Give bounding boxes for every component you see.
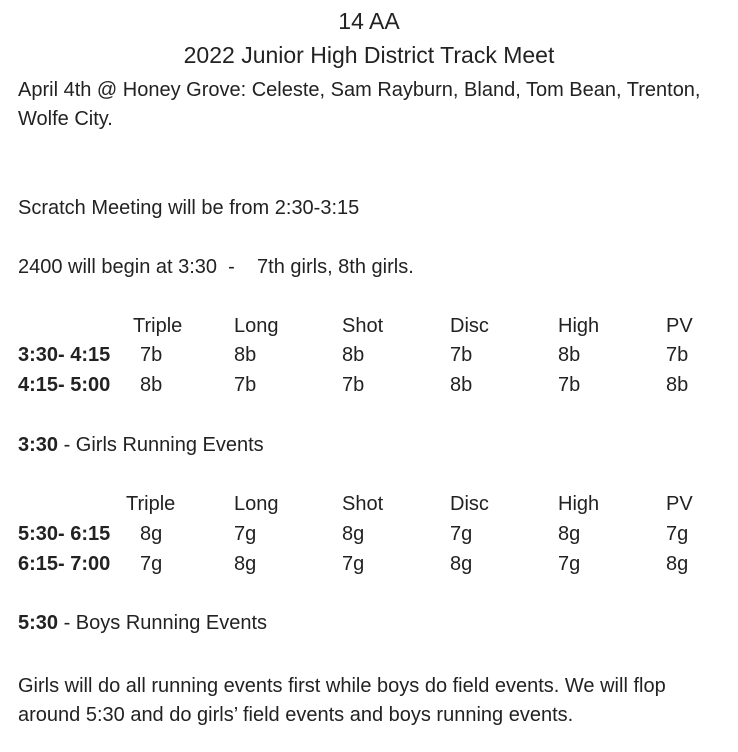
intro-text: April 4th @ Honey Grove: Celeste, Sam Rayburn, Bland, Tom Bean, Trenton, Wolfe City. xyxy=(18,79,701,130)
table-cell: 8b xyxy=(234,344,257,366)
title-line-2: 2022 Junior High District Track Meet xyxy=(183,42,555,68)
table-cell: 8g xyxy=(234,553,257,575)
table-cell: 7g xyxy=(450,523,473,545)
table-cell: 7g xyxy=(558,553,581,575)
col-header-disc: Disc xyxy=(450,315,489,337)
table-cell: 8b xyxy=(342,344,365,366)
col-header-triple: Triple xyxy=(126,493,176,515)
boys-running-time: 5:30 xyxy=(18,612,59,634)
table-cell: 7b xyxy=(342,374,365,396)
col-header-pv: PV xyxy=(666,315,693,337)
col-header-shot: Shot xyxy=(342,493,384,515)
row-time: 3:30- 4:15 xyxy=(18,344,111,366)
col-header-disc: Disc xyxy=(450,493,489,515)
row-time: 6:15- 7:00 xyxy=(18,553,111,575)
scratch-meeting-text: Scratch Meeting will be from 2:30-3:15 xyxy=(18,197,360,219)
table-cell: 8b xyxy=(140,374,163,396)
table-cell: 8b xyxy=(666,374,689,396)
table-cell: 7b xyxy=(558,374,581,396)
footer-note: Girls will do all running events first while boys do field events. We will flop around 5:30 and do girls’ field events and boys running events. xyxy=(18,675,666,726)
table-cell: 7b xyxy=(140,344,163,366)
table-cell: 7b xyxy=(450,344,473,366)
girls-running-events-line xyxy=(18,434,264,457)
table-cell: 8b xyxy=(450,374,473,396)
boys-running-events-line xyxy=(18,612,267,635)
table-cell: 7b xyxy=(666,344,689,366)
col-header-high: High xyxy=(558,493,600,515)
table-cell: 7g xyxy=(342,553,365,575)
table-cell: 8b xyxy=(558,344,581,366)
row-time: 4:15- 5:00 xyxy=(18,374,111,396)
table-cell: 8g xyxy=(342,523,365,545)
table-cell: 7b xyxy=(234,374,257,396)
col-header-long: Long xyxy=(234,493,279,515)
table-cell: 8g xyxy=(450,553,473,575)
girls-running-time: 3:30 xyxy=(18,434,59,456)
start-2400-text: 2400 will begin at 3:30 - 7th girls, 8th girls. xyxy=(18,256,414,278)
col-header-triple: Triple xyxy=(133,315,183,337)
title-line-1: 14 AA xyxy=(338,8,400,34)
girls-running-label: - Girls Running Events xyxy=(58,434,264,456)
row-time: 5:30- 6:15 xyxy=(18,523,111,545)
table-cell: 8g xyxy=(666,553,689,575)
col-header-high: High xyxy=(558,315,600,337)
table-cell: 7g xyxy=(140,553,163,575)
table-cell: 7g xyxy=(666,523,689,545)
table-cell: 8g xyxy=(140,523,163,545)
col-header-long: Long xyxy=(234,315,279,337)
table-cell: 8g xyxy=(558,523,581,545)
boys-running-label: - Boys Running Events xyxy=(58,612,268,634)
col-header-pv: PV xyxy=(666,493,693,515)
table-cell: 7g xyxy=(234,523,257,545)
col-header-shot: Shot xyxy=(342,315,384,337)
